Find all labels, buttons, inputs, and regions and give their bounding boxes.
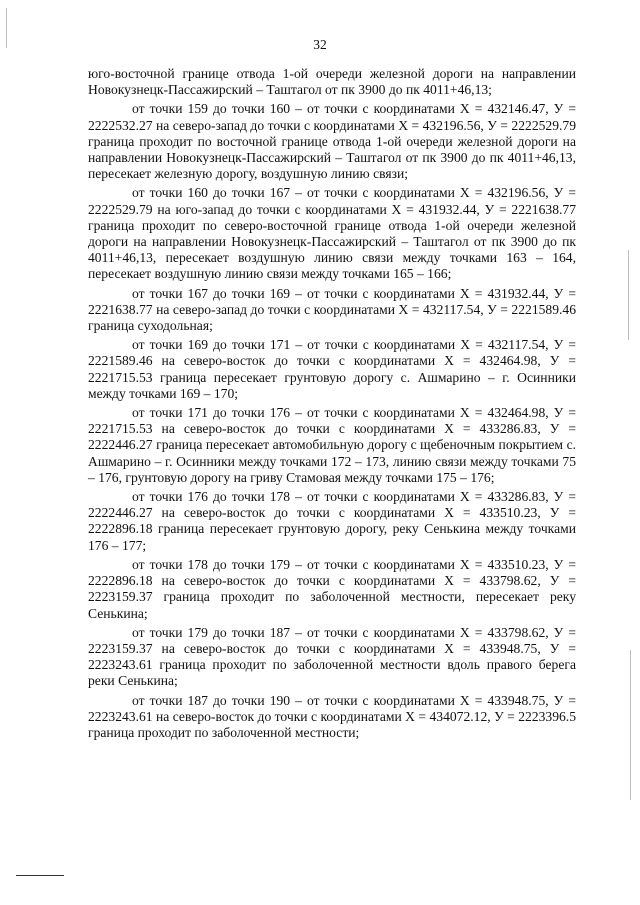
paragraph-2: от точки 159 до точки 160 – от точки с координатами Х = 432146.47, У = 2222532.27 на северо-запад до точки с координатами Х = 432196.56, У = 2222529.79 граница проходит по восточной границе отвода 1-ой очереди железной дороги на направлении Новокузнецк-Пассажирский – Таштагол от пк 3900 до пк 4011+46,13, пересекает железную дорогу, воздушную линию связи; xyxy=(88,101,576,182)
paragraph-4: от точки 167 до точки 169 – от точки с координатами Х = 431932.44, У = 2221638.77 на северо-запад до точки с координатами Х = 432117.54, У = 2221589.46 граница суходольная; xyxy=(88,285,576,334)
paragraph-5: от точки 169 до точки 171 – от точки с координатами Х = 432117.54, У = 2221589.46 на северо-восток до точки с координатами Х = 432464.98, У = 2221715.53 граница пересекает грунтовую дорогу с. Ашмарино – г. Осинники между точками 169 – 170; xyxy=(88,337,576,401)
paragraph-1: юго-восточной границе отвода 1-ой очереди железной дороги на направлении Новокузнецк-Пассажирский – Таштагол от пк 3900 до пк 4011+46,13; xyxy=(88,66,576,98)
scan-mark-right-lower xyxy=(630,650,631,800)
paragraph-7: от точки 176 до точки 178 – от точки с координатами Х = 433286.83, У = 2222446.27 на северо-восток до точки с координатами Х = 433510.23, У = 2222896.18 граница пересекает грунтовую дорогу, реку Сенькина между точками 176 – 177; xyxy=(88,489,576,553)
paragraph-10: от точки 187 до точки 190 – от точки с координатами Х = 433948.75, У = 2223243.61 на северо-восток до точки с координатами Х = 434072.12, У = 2223396.5 граница проходит по заболоченной местности; xyxy=(88,692,576,740)
scan-mark-left xyxy=(6,8,7,48)
scan-mark-right-upper xyxy=(628,250,629,340)
document-body xyxy=(88,66,576,744)
paragraph-8: от точки 178 до точки 179 – от точки с координатами Х = 433510.23, У = 2222896.18 на северо-восток до точки с координатами Х = 433798.62, У = 2223159.37 граница проходит по заболоченной местности, пересекает реку Сенькина; xyxy=(88,556,576,621)
footer-rule xyxy=(16,875,64,876)
page-number: 32 xyxy=(313,37,327,52)
paragraph-6: от точки 171 до точки 176 – от точки с координатами Х = 432464.98, У = 2221715.53 на северо-восток до точки с координатами Х = 433286.83, У = 2222446.27 граница пересекает автомобильную дорогу с щебеночным покрытием с. Ашмарино – г. Осинники между точками 172 – 173, линию связи между точками 75 – 176, грунтовую дорогу на гриву Стамовая между точками 175 – 176; xyxy=(88,405,576,485)
paragraph-3: от точки 160 до точки 167 – от точки с координатами Х = 432196.56, У = 2222529.79 на юго-запад до точки с координатами Х = 431932.44, У = 2221638.77 граница проходит по северо-восточной границе отвода 1-ой очереди железной дороги на направлении Новокузнецк-Пассажирский – Таштагол от пк 3900 до пк 4011+46,13, пересекает воздушную линию связи между точками 163 – 164, пересекает воздушную линию связи между точками 165 – 166; xyxy=(88,185,576,282)
paragraph-9: от точки 179 до точки 187 – от точки с координатами Х = 433798.62, У = 2223159.37 на северо-восток до точки с координатами Х = 433948.75, У = 2223243.61 граница проходит по заболоченной местности вдоль правого берега реки Сенькина; xyxy=(88,624,576,689)
